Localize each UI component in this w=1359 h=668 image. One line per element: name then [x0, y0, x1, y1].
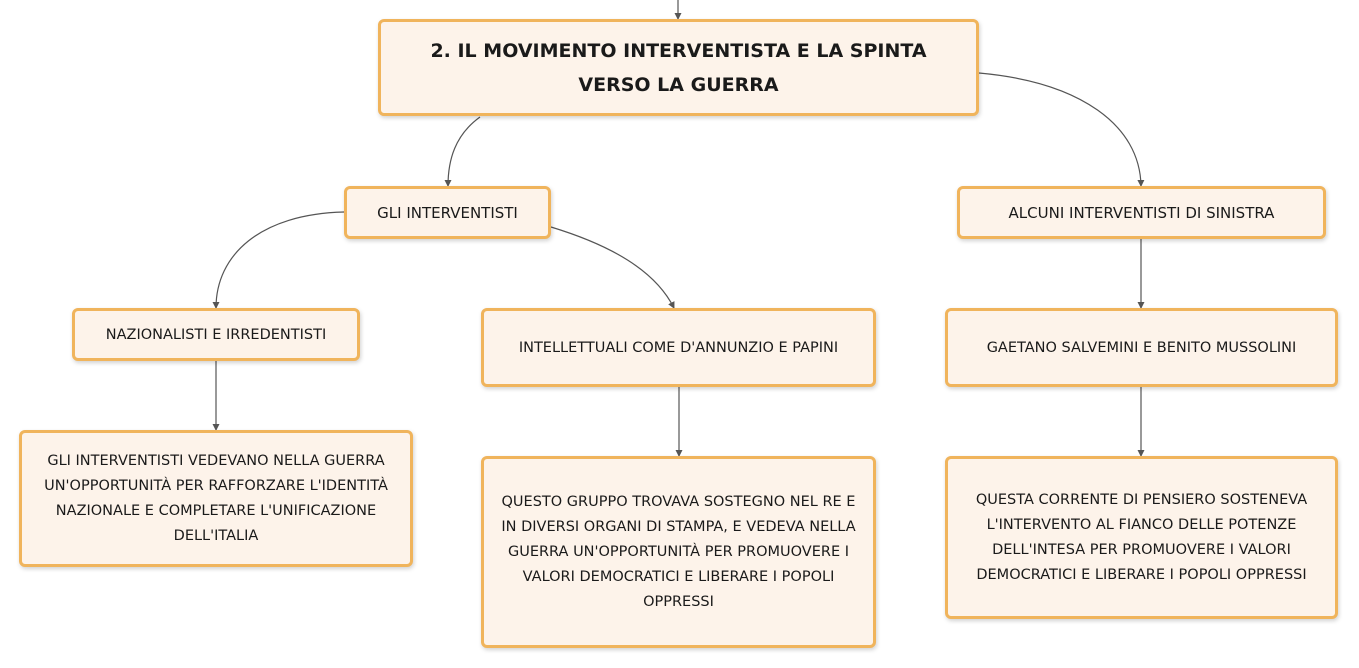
subtopic-label: NAZIONALISTI E IRREDENTISTI: [105, 326, 327, 343]
detail-intellettuali[interactable]: [481, 456, 876, 648]
subtopic-label: GAETANO SALVEMINI E BENITO MUSSOLINI: [986, 339, 1297, 356]
detail-nazionalisti[interactable]: [19, 430, 413, 567]
topic-interventisti-di-sinistra[interactable]: [957, 186, 1326, 239]
connector-interventisti-to-nazionalisti: [216, 212, 344, 308]
topic-label: ALCUNI INTERVENTISTI DI SINISTRA: [1008, 203, 1275, 222]
subtopic-intellettuali[interactable]: [481, 308, 876, 387]
connector-root-to-sinistra: [979, 73, 1141, 186]
topic-label: GLI INTERVENTISTI: [377, 203, 518, 222]
subtopic-nazionalisti-irredentisti[interactable]: [72, 308, 360, 361]
connector-interventisti-to-intellettuali: [551, 227, 674, 308]
connector-root-to-interventisti: [448, 117, 480, 186]
detail-text: QUESTO GRUPPO TROVAVA SOSTEGNO NEL RE E IN DIVERSI ORGANI DI STAMPA, E VEDEVA NELLA GUERRA UN'OPPORTUNITÀ PER PROMUOVERE I VALORI DEMOCRATICI E LIBERARE I POPOLI OPPRESSI: [501, 493, 856, 610]
detail-text: QUESTA CORRENTE DI PENSIERO SOSTENEVA L'INTERVENTO AL FIANCO DELLE POTENZE DELL'INTESA PER PROMUOVERE I VALORI DEMOCRATICI E LIBERARE I POPOLI OPPRESSI: [975, 491, 1308, 583]
detail-salvemini-mussolini[interactable]: [945, 456, 1338, 619]
root-topic-node[interactable]: [378, 19, 979, 116]
subtopic-salvemini-mussolini[interactable]: [945, 308, 1338, 387]
root-topic-title: 2. IL MOVIMENTO INTERVENTISTA E LA SPINTA VERSO LA GUERRA: [430, 39, 927, 96]
subtopic-label: INTELLETTUALI COME D'ANNUNZIO E PAPINI: [518, 339, 839, 356]
detail-text: GLI INTERVENTISTI VEDEVANO NELLA GUERRA UN'OPPORTUNITÀ PER RAFFORZARE L'IDENTITÀ NAZIONALE E COMPLETARE L'UNIFICAZIONE DELL'ITALIA: [44, 452, 388, 544]
topic-gli-interventisti[interactable]: [344, 186, 551, 239]
